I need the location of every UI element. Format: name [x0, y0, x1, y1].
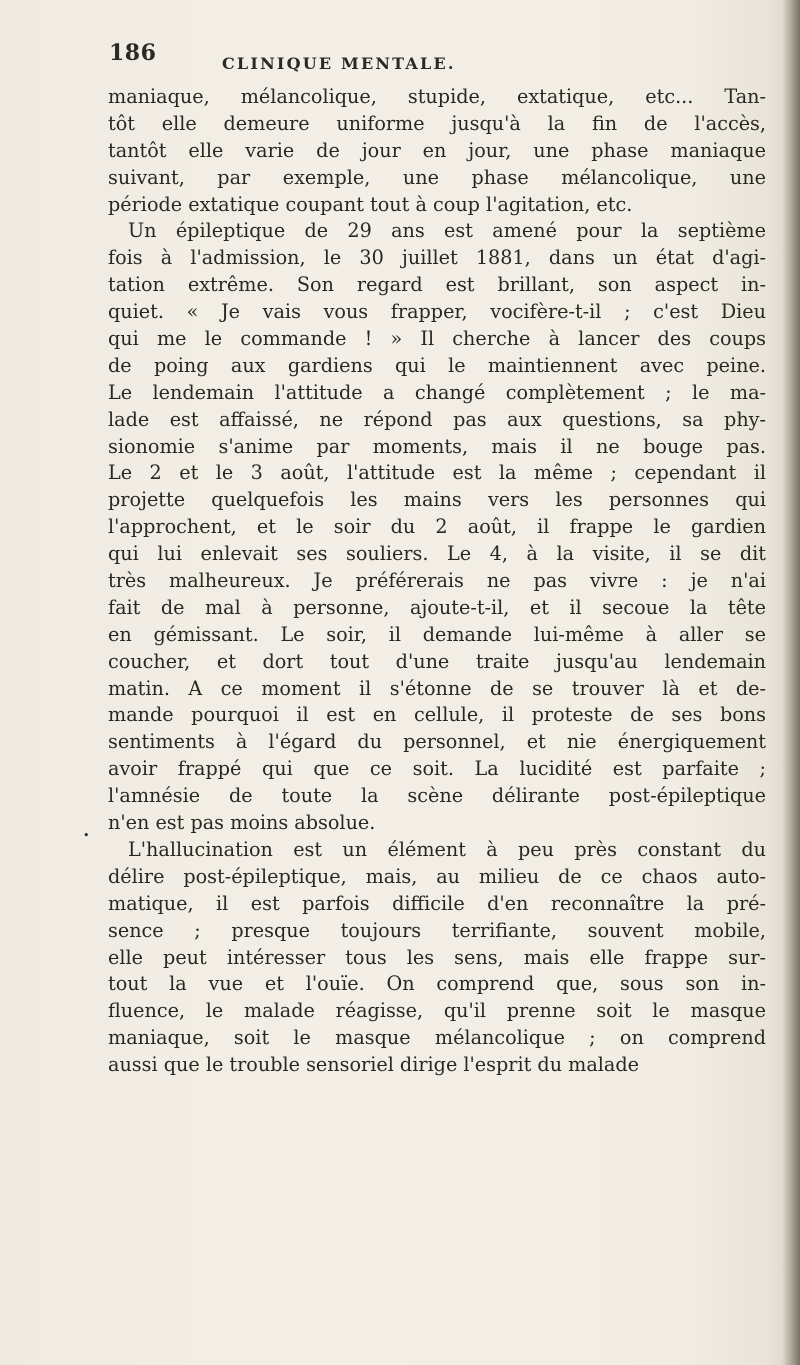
text-line: période extatique coupant tout à coup l'agitation, etc.	[108, 192, 633, 216]
text-line: n'en est pas moins absolue.	[108, 811, 376, 835]
page-edge-shadow	[782, 0, 800, 1365]
text-line: maniaque, soit le masque mélancolique ; on comprend	[108, 1026, 766, 1050]
text-line: elle peut intéresser tous les sens, mais elle frappe sur-	[108, 945, 766, 969]
text-line: de poing aux gardiens qui le maintiennent avec peine.	[108, 353, 766, 377]
text-line: sentiments à l'égard du personnel, et nie énergiquement	[108, 730, 766, 754]
text-line: sionomie s'anime par moments, mais il ne bouge pas.	[108, 434, 766, 458]
text-line: fluence, le malade réagisse, qu'il prenne soit le masque	[108, 999, 766, 1023]
text-line: maniaque, mélancolique, stupide, extatique, etc... Tan-	[108, 85, 766, 108]
text-line: suivant, par exemple, une phase mélancolique, une	[108, 165, 766, 189]
text-line: tout la vue et l'ouïe. On comprend que, sous son in-	[108, 972, 766, 996]
paragraph-start-line: L'hallucination est un élément à peu près constant du	[128, 837, 766, 861]
text-line: aussi que le trouble sensoriel dirige l'esprit du malade	[108, 1053, 640, 1077]
text-line: en gémissant. Le soir, il demande lui-même à aller se	[108, 622, 766, 646]
text-line: Le lendemain l'attitude a changé complètement ; le ma-	[108, 380, 766, 404]
text-line: matique, il est parfois difficile d'en reconnaître la pré-	[108, 891, 766, 915]
text-line: tation extrême. Son regard est brillant, son aspect in-	[108, 273, 766, 297]
text-line: l'amnésie de toute la scène délirante post-épileptique	[108, 784, 766, 808]
text-line: mande pourquoi il est en cellule, il proteste de ses bons	[108, 703, 766, 727]
text-line: qui me le commande ! » Il cherche à lancer des coups	[108, 327, 766, 351]
text-line: fait de mal à personne, ajoute-t-il, et il secoue la tête	[108, 595, 766, 619]
text-line: fois à l'admission, le 30 juillet 1881, dans un état d'agi-	[108, 246, 766, 270]
body-text	[108, 84, 766, 1079]
text-line: délire post-épileptique, mais, au milieu de ce chaos auto-	[108, 864, 766, 888]
text-line: sence ; presque toujours terrifiante, souvent mobile,	[108, 918, 766, 942]
paragraph-start-line: Un épileptique de 29 ans est amené pour la septième	[128, 219, 766, 243]
text-line: projette quelquefois les mains vers les personnes qui	[108, 488, 766, 512]
text-line: matin. A ce moment il s'étonne de se trouver là et de-	[108, 676, 766, 700]
text-line: quiet. « Je vais vous frapper, vocifère-t-il ; c'est Dieu	[108, 300, 766, 324]
text-line: tantôt elle varie de jour en jour, une phase maniaque	[108, 138, 766, 162]
text-line: avoir frappé qui que ce soit. La lucidité est parfaite ;	[108, 757, 766, 781]
text-line: tôt elle demeure uniforme jusqu'à la fin de l'accès,	[108, 111, 766, 135]
margin-dot-mark: •	[83, 829, 90, 842]
page-number: 186	[109, 40, 157, 66]
running-head: CLINIQUE MENTALE.	[222, 54, 456, 73]
text-line: lade est affaissé, ne répond pas aux questions, sa phy-	[108, 407, 766, 431]
text-line: très malheureux. Je préférerais ne pas vivre : je n'ai	[108, 569, 766, 593]
text-line: coucher, et dort tout d'une traite jusqu'au lendemain	[108, 649, 766, 673]
text-line: l'approchent, et le soir du 2 août, il frappe le gardien	[108, 515, 766, 539]
text-line: qui lui enlevait ses souliers. Le 4, à la visite, il se dit	[108, 542, 766, 566]
text-line: Le 2 et le 3 août, l'attitude est la même ; cependant il	[108, 461, 766, 485]
